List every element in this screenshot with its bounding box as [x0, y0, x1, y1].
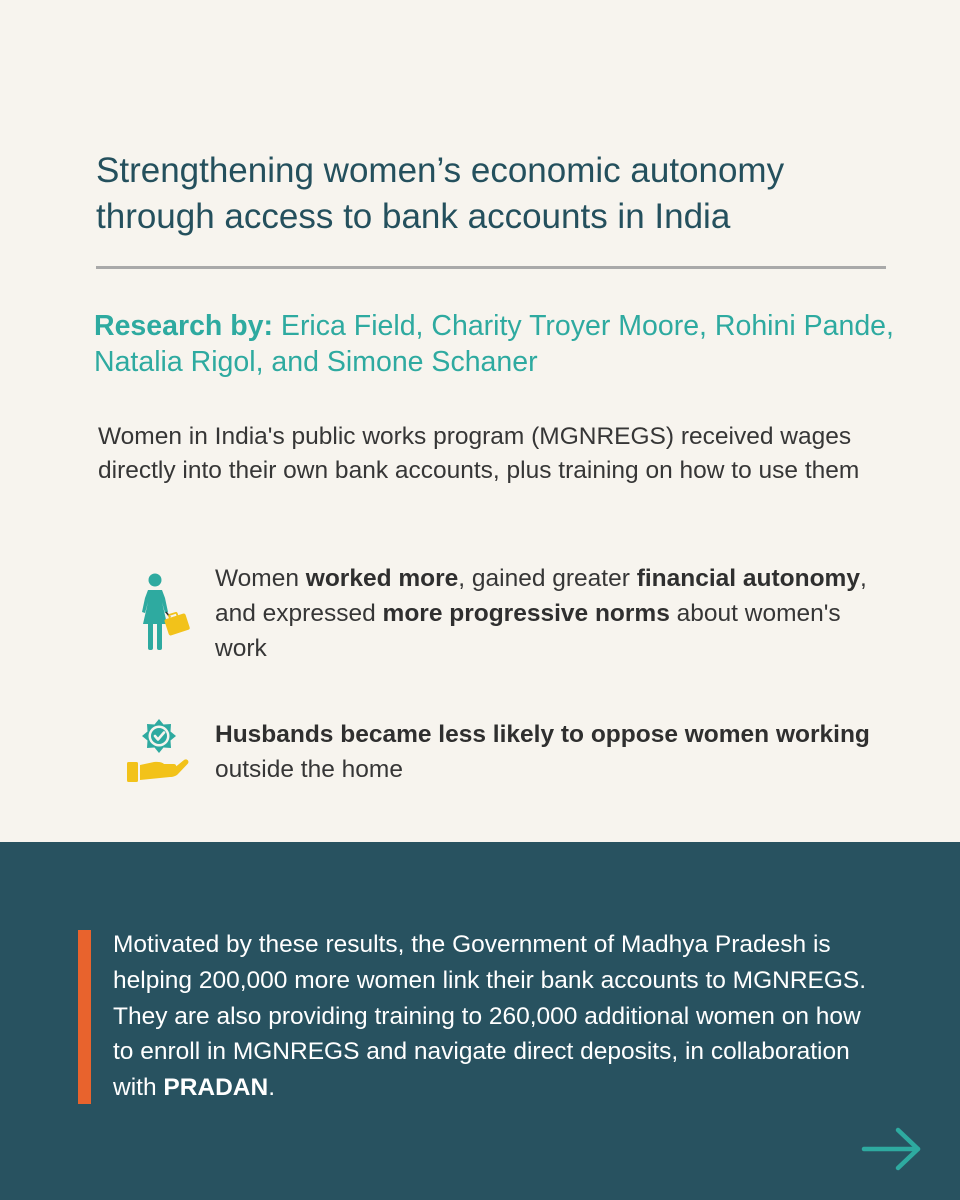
finding-highlight: financial autonomy [636, 565, 860, 592]
finding-2 [215, 717, 880, 787]
intro-text: Women in India's public works program (MGNREGS) received wages directly into their own bank accounts, plus training on how to use them [98, 423, 860, 484]
finding-highlight: more progressive norms [382, 600, 670, 627]
research-credits [94, 308, 894, 380]
finding-text: outside the home [215, 756, 403, 783]
finding-text: about women's work [215, 600, 841, 662]
woman-with-briefcase-icon [130, 572, 194, 654]
callout-body: Motivated by these results, the Government of Madhya Pradesh is helping 200,000 more women link their bank accounts to MGNREGS. They are also providing training to 260,000 additional women on how to enroll in MGNREGS and navigate direct deposits, in collaboration with [113, 931, 867, 1102]
callout-organization: PRADAN [163, 1074, 269, 1102]
hand-with-check-badge-icon [124, 716, 190, 786]
finding-1 [215, 561, 880, 666]
finding-text: Women [215, 565, 306, 592]
callout-text [113, 927, 873, 1106]
callout-section [0, 842, 960, 1200]
callout-punctuation: . [268, 1074, 276, 1102]
finding-text: , gained greater [458, 565, 637, 592]
page-title: Strengthening women’s economic autonomy through access to bank accounts in India [96, 151, 785, 236]
research-label: Research by: [94, 310, 274, 342]
right-arrow-icon[interactable] [860, 1124, 924, 1174]
title-divider [96, 266, 886, 269]
callout-accent-bar [78, 930, 91, 1104]
finding-text: , and expressed [215, 565, 867, 627]
finding-highlight: Husbands became less likely to oppose women working [215, 721, 870, 748]
finding-highlight: worked more [305, 565, 459, 592]
research-authors: Erica Field, Charity Troyer Moore, Rohini Pande, Natalia Rigol, and Simone Schaner [94, 310, 894, 378]
